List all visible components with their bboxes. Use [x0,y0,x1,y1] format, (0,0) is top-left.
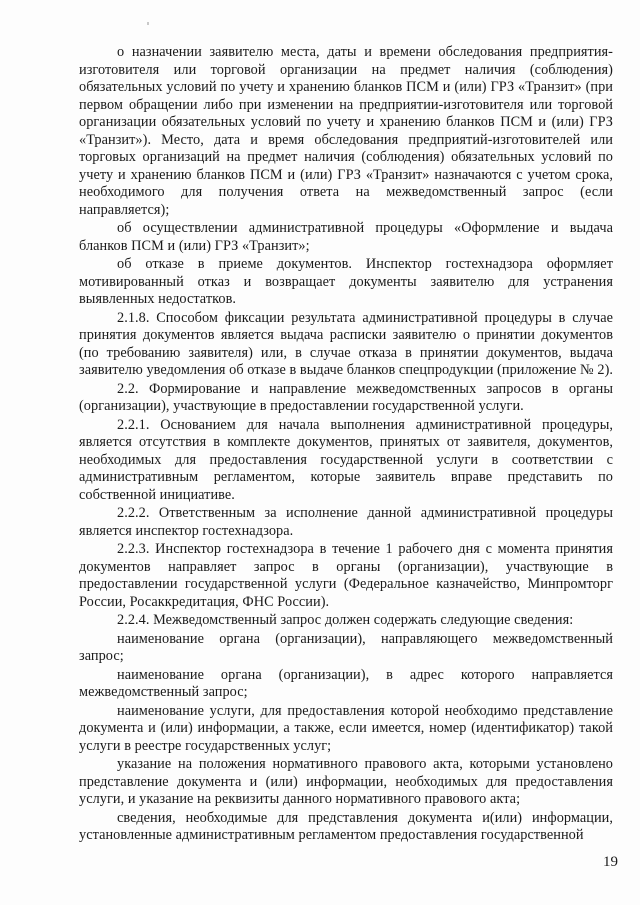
scan-speck [147,22,149,25]
paragraph: об осуществлении административной процедуры «Оформление и выдача бланков ПСМ и (или) ГРЗ «Транзит»; [79,220,613,254]
paragraph: 2.2.2. Ответственным за исполнение данной административной процедуры является инспектор гостехнадзора. [79,505,613,539]
paragraph: 2.2.1. Основанием для начала выполнения административной процедуры, является отсутствия в комплекте документов, принятых от заявителя, документов, необходимых для предоставления государственной услуги в соответствии с административным регламентом, которые заявитель вправе представить по собственной инициативе. [79,416,613,503]
paragraph: сведения, необходимые для представления документа и(или) информации, установленные административным регламентом предоставления государственной [79,809,613,843]
document-body [79,44,613,845]
paragraph: о назначении заявителю места, даты и времени обследования предприятия-изготовителя или торговой организации на предмет наличия (соблюдения) обязательных условий по учету и хранению бланков ПСМ и (или) ГРЗ «Транзит» (при первом обращении либо при изменении на предприятии-изготовителя или торговой организации обязательных условий по учету и хранению бланков ПСМ и (или) ГРЗ «Транзит»). Место, дата и время обследования предприятий-изготовителей или торговых организаций на предмет наличия (соблюдения) обязательных условий по учету и хранению бланков ПСМ и (или) ГРЗ «Транзит» назначаются с учетом срока, необходимого для получения ответа на межведомственный запрос (если направляется); [79,44,613,218]
paragraph: 2.2. Формирование и направление межведомственных запросов в органы (организации), участвующие в предоставлении государственной услуги. [79,380,613,414]
paragraph: 2.1.8. Способом фиксации результата административной процедуры в случае принятия документов является выдача расписки заявителю о принятии документов (по требованию заявителя) или, в случае отказа в принятии документов, выдача заявителю уведомления об отказе в выдаче бланков спецпродукции (приложение № 2). [79,309,614,378]
page-number: 19 [603,854,618,870]
paragraph: указание на положения нормативного правового акта, которыми установлено представление документа и (или) информации, необходимых для предоставления услуги, и указание на реквизиты данного нормативного правового акта; [79,756,613,807]
paragraph: 2.2.4. Межведомственный запрос должен содержать следующие сведения: [117,612,574,628]
paragraph: об отказе в приеме документов. Инспектор гостехнадзора оформляет мотивированный отказ и возвращает документы заявителю для устранения выявленных недостатков. [79,256,613,307]
paragraph: наименование услуги, для предоставления которой необходимо представление документа и (или) информации, а также, если имеется, номер (идентификатор) такой услуги в реестре государственных услуг; [79,702,613,754]
paragraph: 2.2.3. Инспектор гостехнадзора в течение 1 рабочего дня с момента принятия документов направляет запрос в органы (организации), участвующие в предоставлении государственной услуги (Федеральное казначейство, Минпромторг России, Росаккредитация, ФНС России). [79,541,613,610]
paragraph: наименование органа (организации), в адрес которого направляется межведомственный запрос; [79,666,613,700]
paragraph: наименование органа (организации), направляющего межведомственный запрос; [79,630,613,664]
